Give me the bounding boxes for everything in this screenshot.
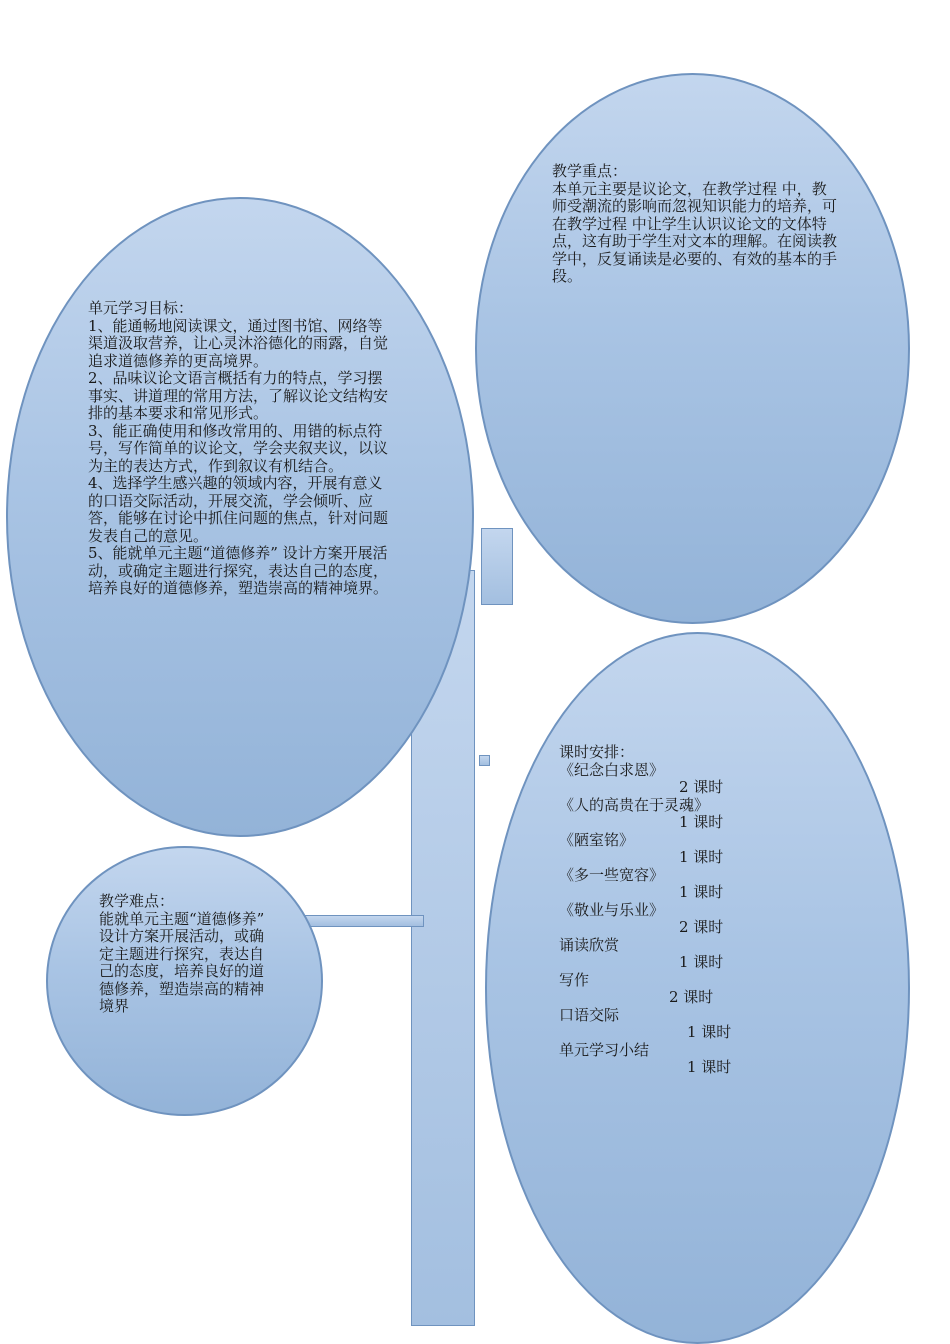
schedule-item-name: 写作: [559, 970, 590, 989]
schedule-item-name: 《多一些宽容》: [559, 865, 665, 884]
branch-upper-right: [481, 528, 513, 605]
objective-item-4: 4、选择学生感兴趣的领域内容，开展有意义的口语交际活动，开展交流，学会倾听、应答，能够在讨论中抓住问题的焦点，针对问题发表自己的意见。: [88, 474, 389, 545]
objective-item-2: 2、品味议论文语言概括有力的特点，学习摆事实、讲道理的常用方法，了解议论文结构安排的基本要求和常见形式。: [88, 369, 389, 422]
difficulties-title: 教学难点：: [99, 892, 175, 910]
schedule-title: 课时安排：: [559, 743, 635, 761]
schedule-item-name: 口语交际: [559, 1005, 620, 1024]
key-points-title: 教学重点：: [552, 162, 628, 180]
objectives-title: 单元学习目标：: [88, 299, 194, 317]
objectives-text: [88, 300, 396, 598]
schedule-item-time: 1 课时: [687, 1058, 732, 1076]
schedule-item-name: 《陋室铭》: [559, 830, 635, 849]
schedule-item-name: 《敬业与乐业》: [559, 900, 665, 919]
difficulties-body: 能就单元主题“道德修养” 设计方案开展活动，或确定主题进行探究，表达自己的态度，培养良好的道德修养，塑造崇高的精神境界: [99, 909, 265, 1015]
key-points-oval: [475, 73, 910, 624]
schedule-item-name: 单元学习小结: [559, 1040, 650, 1059]
schedule-item-time: 2 课时: [669, 988, 714, 1006]
schedule-item-time: 2 课时: [679, 778, 724, 796]
schedule-item-time: 1 课时: [687, 1023, 732, 1041]
branch-small-node: [479, 755, 490, 766]
schedule-item-time: 2 课时: [679, 918, 724, 936]
schedule-item-time: 1 课时: [679, 848, 724, 866]
objective-item-3: 3、能正确使用和修改常用的、用错的标点符号，写作简单的议论文，学会夹叙夹议，以议为主的表达方式，作到叙议有机结合。: [88, 421, 389, 475]
objective-item-5: 5、能就单元主题“道德修养” 设计方案开展活动，或确定主题进行探究，表达自己的态度，培养良好的道德修养，塑造崇高的精神境界。: [88, 544, 389, 597]
key-points-text: [552, 163, 840, 286]
schedule-item-name: 诵读欣赏: [559, 935, 620, 954]
schedule-item-name: 《纪念白求恩》: [559, 760, 665, 779]
schedule-item-time: 1 课时: [679, 813, 724, 831]
difficulties-text: [99, 893, 275, 1016]
schedule-text: [559, 744, 759, 1077]
branch-left: [303, 915, 424, 927]
objective-item-1: 1、能通畅地阅读课文，通过图书馆、网络等渠道汲取营养，让心灵沐浴德化的雨露，自觉追求道德修养的更高境界。: [88, 316, 389, 370]
schedule-item-time: 1 课时: [679, 883, 724, 901]
schedule-item-time: 1 课时: [679, 953, 724, 971]
schedule-item-name: 《人的高贵在于灵魂》: [559, 795, 710, 814]
key-points-body: 本单元主要是议论文，在教学过程 中，教师受潮流的影响而忽视知识能力的培养，可在教学过程 中让学生认识议论文的文体特点，这有助于学生对文本的理解。在阅读教学中，反复诵读是必要的、有效的基本的手段。: [552, 179, 838, 285]
